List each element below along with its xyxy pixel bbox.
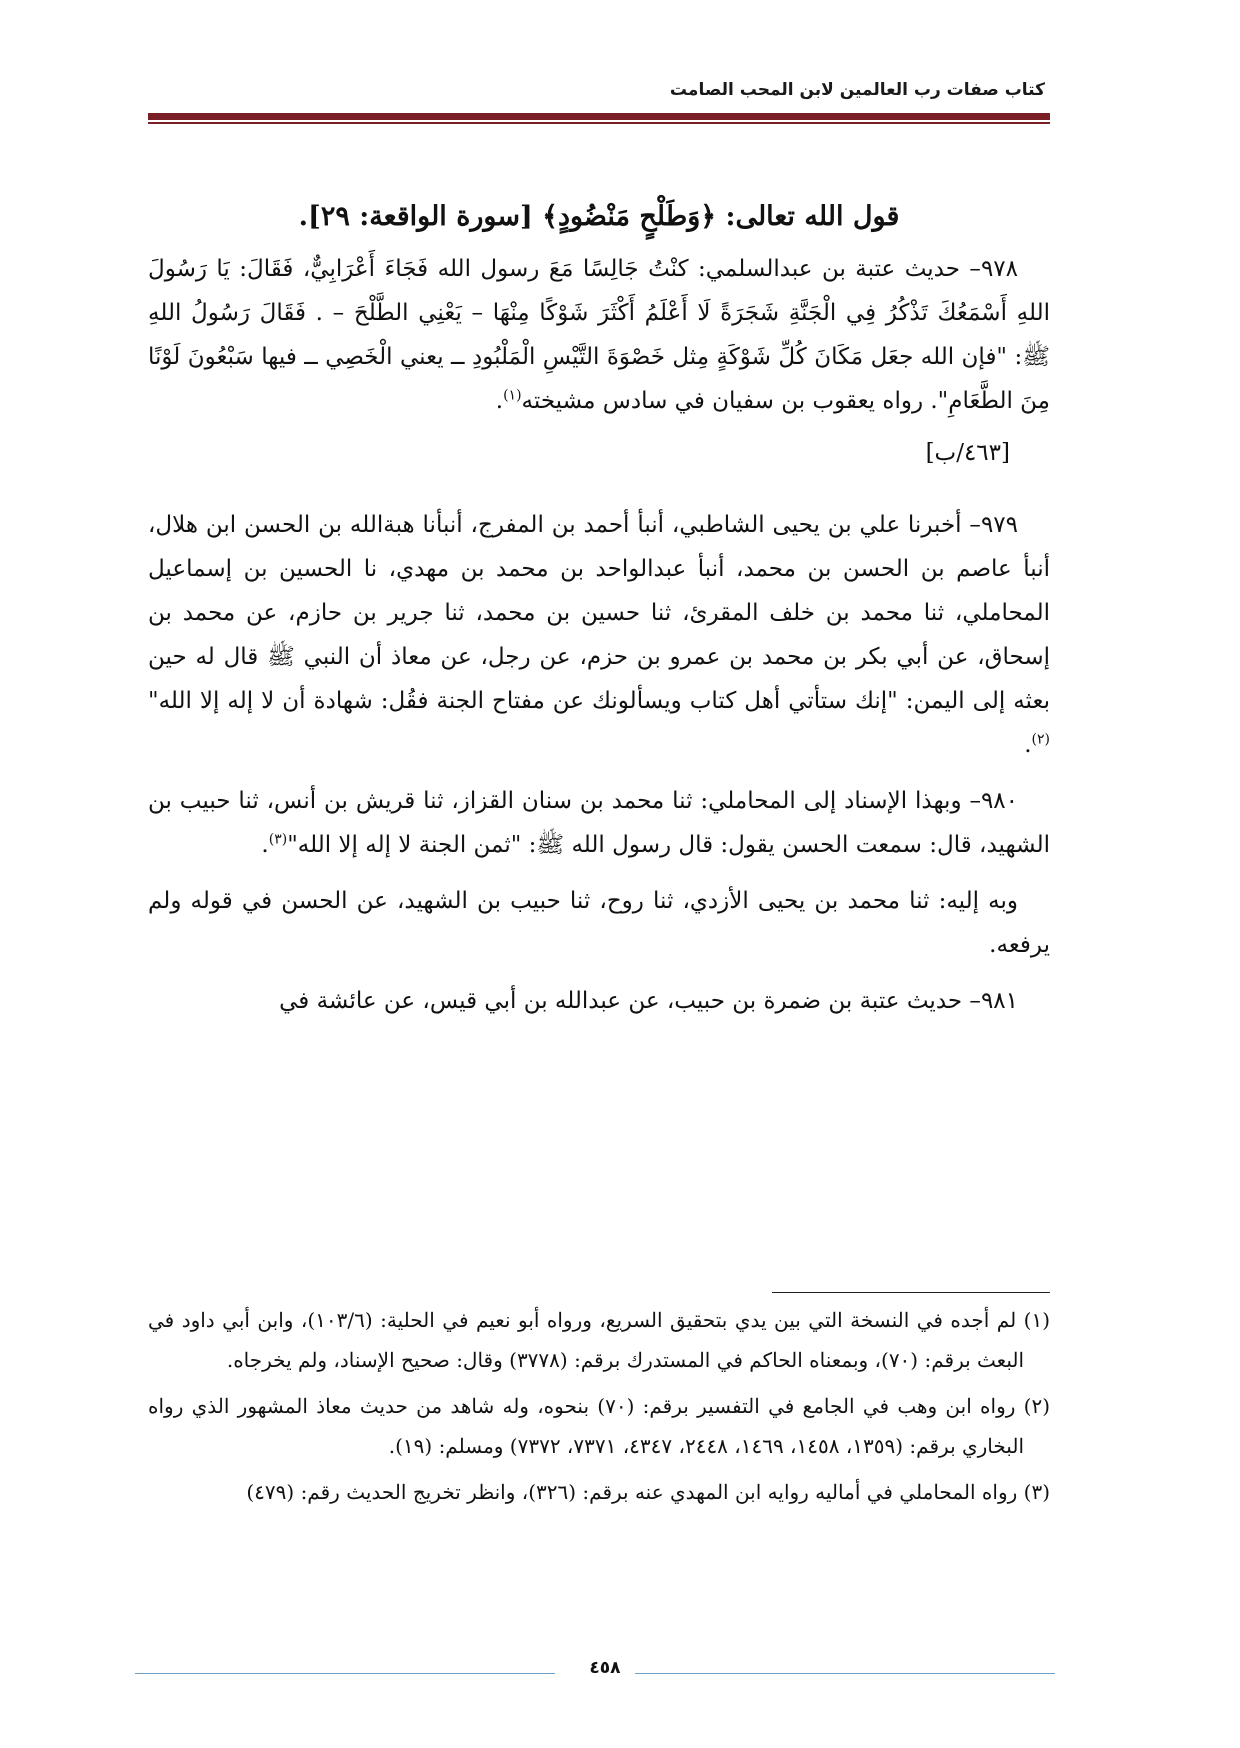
footnote-3: (٣) رواه المحاملي في أماليه روايه ابن المهدي عنه برقم: (٣٢٦)، وانظر تخريج الحديث رقم: (٤٧٩)	[246, 1480, 1050, 1504]
footnotes	[148, 1300, 1050, 1518]
quran-verse: ﴿وَطَلْحٍ مَنْضُودٍ﴾	[542, 201, 717, 232]
chain-paragraph	[148, 879, 1050, 967]
footnote-separator	[772, 1292, 1050, 1293]
paragraph-text: وبه إليه: ثنا محمد بن يحيى الأزدي، ثنا روح، ثنا حبيب بن الشهيد، عن الحسن في قوله ولم يرفعه.	[148, 888, 1050, 958]
heading-reference: [سورة الواقعة: ٢٩].	[298, 201, 543, 232]
hadith-paragraph-979	[148, 503, 1050, 767]
paragraph-text: ٩٧٨– حديث عتبة بن عبدالسلمي: كنْتُ جَالِسًا مَعَ رسول الله فَجَاءَ أَعْرَابِيٌّ، فَقَالَ: يَا رَسُولَ اللهِ أَسْمَعُكَ تَذْكُرُ فِي الْجَنَّةِ شَجَرَةً لَا أَعْلَمُ أَكْثَرَ شَوْكًا مِنْهَا – يَعْنِي الطَّلْحَ – . فَقَالَ رَسُولُ اللهِ ﷺ: "فإن الله جعَل مَكَانَ كُلِّ شَوْكَةٍ مِثل خَصْوَةَ التَّيْسِ الْمَلْبُودِ ــ يعني الْخَصِي ــ فيها سَبْعُونَ لَوْنًا مِنَ الطَّعَامِ". رواه يعقوب بن سفيان في سادس مشيخته	[148, 256, 1050, 414]
body-text	[148, 193, 1050, 1035]
footnote-1: (١) لم أجده في النسخة التي بين يدي بتحقيق السريع، ورواه أبو نعيم في الحلية: (١٠٣/٦)، وابن أبي داود في البعث برقم: (٧٠)، وبمعناه الحاكم في المستدرك برقم: (٣٧٧٨) وقال: صحيح الإسناد، ولم يخرجاه.	[148, 1308, 1050, 1372]
footnote-marker: (٣)	[268, 831, 288, 848]
page-number: ٤٥٨	[589, 1658, 621, 1678]
paragraph-text: ٩٨١– حديث عتبة بن ضمرة بن حبيب، عن عبدالله بن أبي قيس، عن عائشة في	[279, 988, 1018, 1014]
hadith-paragraph-980	[148, 779, 1050, 867]
paragraph-text: ٩٧٩– أخبرنا علي بن يحيى الشاطبي، أنبأ أحمد بن المفرج، أنبأنا هبةالله بن الحسن ابن هلال، أنبأ عاصم بن الحسن بن محمد، أنبأ عبدالواحد بن محمد بن مهدي، نا الحسين بن إسماعيل المحاملي، ثنا محمد بن خلف المقرئ، ثنا حسين بن محمد، ثنا جرير بن حازم، عن محمد بن إسحاق، عن أبي بكر بن محمد بن عمرو بن حزم، عن رجل، عن معاذ أن النبي ﷺ قال له حين بعثه إلى اليمن: "إنك ستأتي أهل كتاب ويسألونك عن مفتاح الجنة فقُل: شهادة أن لا إله إلا الله"	[148, 512, 1050, 714]
footnote-2: (٢) رواه ابن وهب في الجامع في التفسير برقم: (٧٠) بنحوه، وله شاهد من حديث معاذ المشهور الذي رواه البخاري برقم: (١٣٥٩، ١٤٥٨، ١٤٦٩، ٢٤٤٨، ٤٣٤٧، ٧٣٧١، ٧٣٧٢) ومسلم: (١٩).	[148, 1394, 1051, 1458]
heading-prefix: قول الله تعالى:	[716, 201, 900, 232]
paragraph-end: .	[1024, 732, 1032, 758]
manuscript-page-reference: [٤٦٣/ب]	[925, 440, 1010, 466]
paragraph-end: .	[495, 388, 504, 414]
hadith-paragraph-978	[148, 247, 1050, 423]
footnote-marker: (١)	[503, 387, 522, 404]
paragraph-text: ٩٨٠– وبهذا الإسناد إلى المحاملي: ثنا محمد بن سنان القزاز، ثنا قريش بن أنس، ثنا حبيب بن الشهيد، قال: سمعت الحسن يقول: قال رسول الله ﷺ: "ثمن الجنة لا إله إلا الله"	[148, 788, 1050, 858]
footnote-marker: (٢)	[1031, 731, 1050, 748]
footer-rule-left	[135, 1673, 555, 1674]
hadith-paragraph-981	[148, 979, 1050, 1023]
footer-rule-right	[635, 1673, 1055, 1674]
section-heading	[148, 193, 1050, 241]
header-rule-thin	[148, 122, 1050, 124]
running-header: كتاب صفات رب العالمين لابن المحب الصامت	[669, 80, 1045, 100]
paragraph-end: .	[261, 832, 269, 858]
header-rule-thick	[148, 113, 1050, 120]
